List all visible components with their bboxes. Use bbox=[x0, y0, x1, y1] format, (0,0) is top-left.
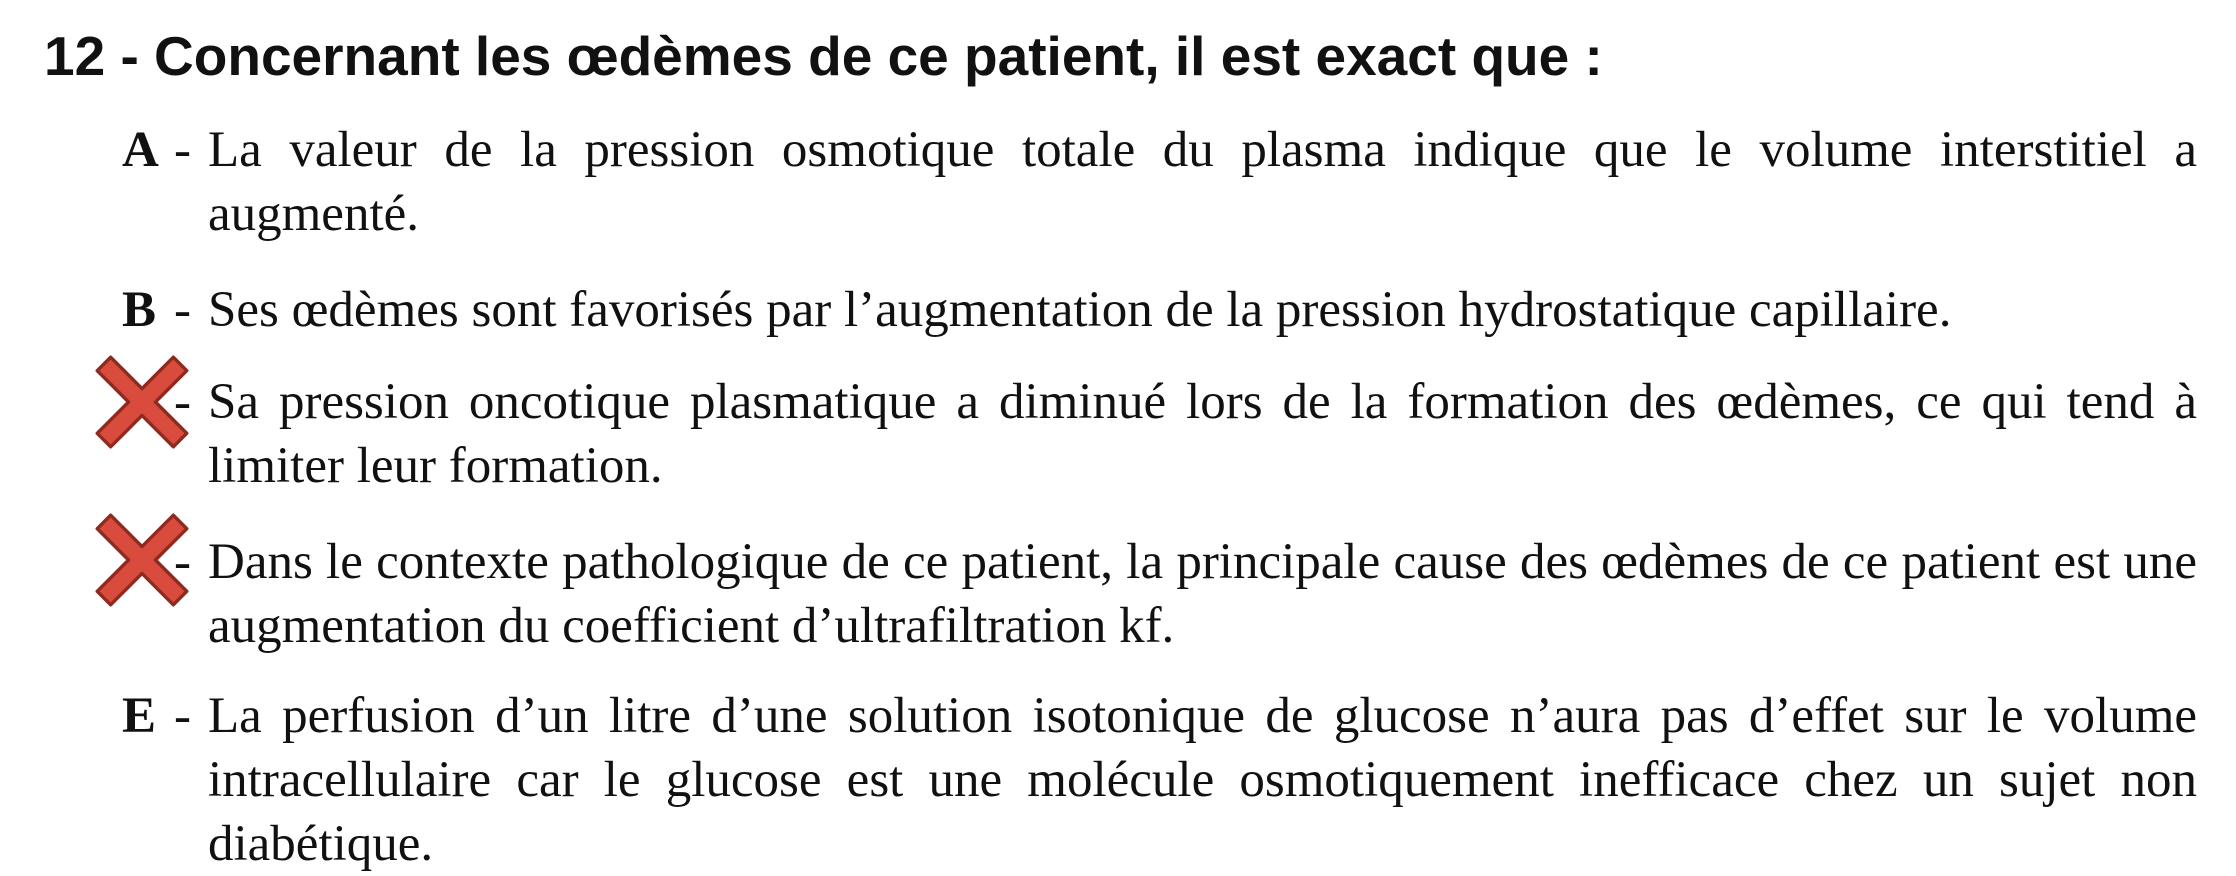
option-dash: - bbox=[174, 282, 191, 338]
option-dash: - bbox=[174, 534, 191, 590]
option-text: La valeur de la pression osmotique totale du plasma indique que le volume interstitiel a augmenté. bbox=[208, 122, 2197, 242]
option-letter: E bbox=[122, 688, 157, 744]
option-c[interactable] bbox=[122, 370, 2197, 498]
option-a[interactable] bbox=[122, 118, 2197, 246]
option-dash: - bbox=[174, 122, 191, 178]
option-text: La perfusion d’un litre d’une solution isotonique de glucose n’aura pas d’effet sur le volume intracellulaire car le glucose est une molécule osmotiquement inefficace chez un sujet non diabétique. bbox=[208, 688, 2197, 872]
option-d[interactable] bbox=[122, 530, 2197, 658]
question-title: 12 - Concernant les œdèmes de ce patient, il est exact que : bbox=[44, 25, 1603, 87]
option-e[interactable] bbox=[122, 684, 2197, 876]
option-text: Dans le contexte pathologique de ce patient, la principale cause des œdèmes de ce patient est une augmentation du coefficient d’ultrafiltration kf. bbox=[208, 534, 2197, 654]
option-text: Ses œdèmes sont favorisés par l’augmentation de la pression hydrostatique capillaire. bbox=[208, 282, 1952, 338]
cross-shape bbox=[97, 515, 187, 605]
cross-shape bbox=[97, 357, 187, 447]
red-cross-icon bbox=[86, 346, 198, 458]
option-dash: - bbox=[174, 374, 191, 430]
option-dash: - bbox=[174, 688, 191, 744]
option-b[interactable] bbox=[122, 278, 2197, 342]
option-text: Sa pression oncotique plasmatique a diminué lors de la formation des œdèmes, ce qui tend à limiter leur formation. bbox=[208, 374, 2197, 494]
option-letter: B bbox=[122, 282, 157, 338]
option-letter: A bbox=[122, 122, 159, 178]
red-cross-icon bbox=[86, 504, 198, 616]
